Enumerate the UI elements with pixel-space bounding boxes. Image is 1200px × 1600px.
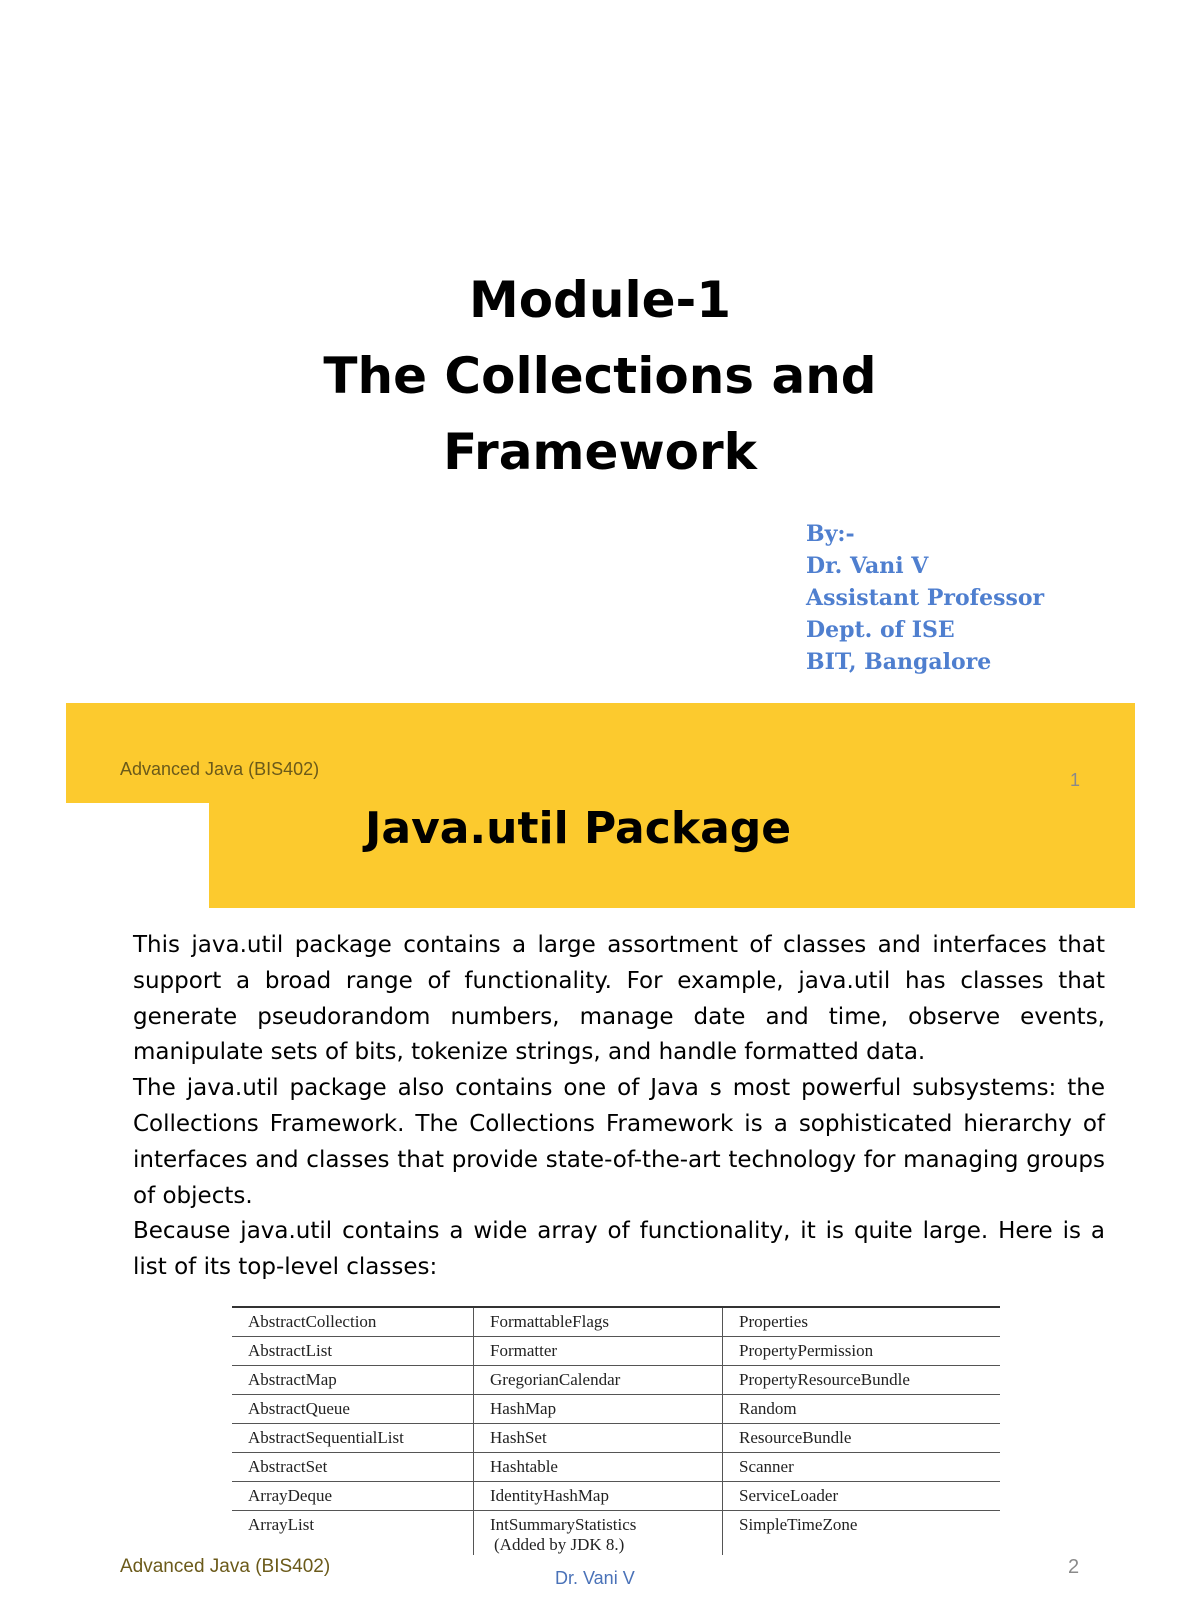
jdk-note: (Added by JDK 8.): [494, 1535, 625, 1554]
classes-table: [232, 1306, 1000, 1555]
table-cell: AbstractQueue: [232, 1395, 474, 1424]
section-title: Java.util Package: [365, 803, 792, 854]
title-line: The Collections and: [323, 347, 877, 405]
table-cell: AbstractSet: [232, 1453, 474, 1482]
slide1-footer-course: Advanced Java (BIS402): [120, 759, 320, 779]
table-cell: HashMap: [474, 1395, 723, 1424]
table-cell: ArrayList: [232, 1511, 474, 1556]
author-line: BIT, Bangalore: [806, 649, 992, 675]
author-line: Assistant Professor: [806, 585, 1045, 611]
table-row: [232, 1366, 1000, 1395]
table-cell: [474, 1511, 723, 1556]
table-cell: IdentityHashMap: [474, 1482, 723, 1511]
table-cell: Hashtable: [474, 1453, 723, 1482]
table-cell: SimpleTimeZone: [723, 1511, 1001, 1556]
paragraph: This java.util package contains a large assortment of classes and interfaces that support a broad range of functionality. For example, java.util has classes that generate pseudorandom numbers, manage date and time, observe events, manipulate sets of bits, tokenize strings, and handle formatted data.: [133, 932, 1105, 1066]
author-block: [806, 518, 1044, 678]
title-line: Module-1: [468, 271, 732, 329]
table-cell: AbstractSequentialList: [232, 1424, 474, 1453]
slide1-page-number: 1: [1070, 770, 1081, 790]
table-cell: Scanner: [723, 1453, 1001, 1482]
table-cell: GregorianCalendar: [474, 1366, 723, 1395]
slide2-footer-course: Advanced Java (BIS402): [120, 1556, 331, 1577]
table-row: [232, 1395, 1000, 1424]
module-title: [0, 262, 1200, 490]
slide2-page-number: 2: [1068, 1556, 1080, 1578]
table-row: [232, 1337, 1000, 1366]
table-cell: PropertyResourceBundle: [723, 1366, 1001, 1395]
slide2-footer-author: Dr. Vani V: [555, 1568, 635, 1588]
table-row: [232, 1511, 1000, 1556]
table-cell: Properties: [723, 1307, 1001, 1337]
author-line: Dr. Vani V: [806, 553, 929, 579]
table-cell: Random: [723, 1395, 1001, 1424]
table-row: [232, 1453, 1000, 1482]
author-line: Dept. of ISE: [806, 617, 955, 643]
table-cell: HashSet: [474, 1424, 723, 1453]
paragraph: The java.util package also contains one of Java s most powerful subsystems: the Collections Framework. The Collections Framework is a sophisticated hierarchy of interfaces and classes that provide state-of-the-art technology for managing groups of objects.: [133, 1075, 1105, 1209]
table-cell: AbstractCollection: [232, 1307, 474, 1337]
slide1-footer-band: [66, 703, 1135, 803]
class-name: IntSummaryStatistics: [490, 1515, 637, 1534]
table-cell: ServiceLoader: [723, 1482, 1001, 1511]
table-row: [232, 1482, 1000, 1511]
table-cell: AbstractMap: [232, 1366, 474, 1395]
body-text: [133, 928, 1105, 1286]
table-cell: AbstractList: [232, 1337, 474, 1366]
table-cell: FormattableFlags: [474, 1307, 723, 1337]
paragraph: Because java.util contains a wide array of functionality, it is quite large. Here is a list of its top-level classes:: [133, 1218, 1105, 1281]
title-line: Framework: [443, 423, 757, 481]
table-cell: PropertyPermission: [723, 1337, 1001, 1366]
table-row: [232, 1307, 1000, 1337]
table-cell: ArrayDeque: [232, 1482, 474, 1511]
table-row: [232, 1424, 1000, 1453]
table-cell: ResourceBundle: [723, 1424, 1001, 1453]
author-line: By:-: [806, 521, 855, 547]
table-cell: Formatter: [474, 1337, 723, 1366]
